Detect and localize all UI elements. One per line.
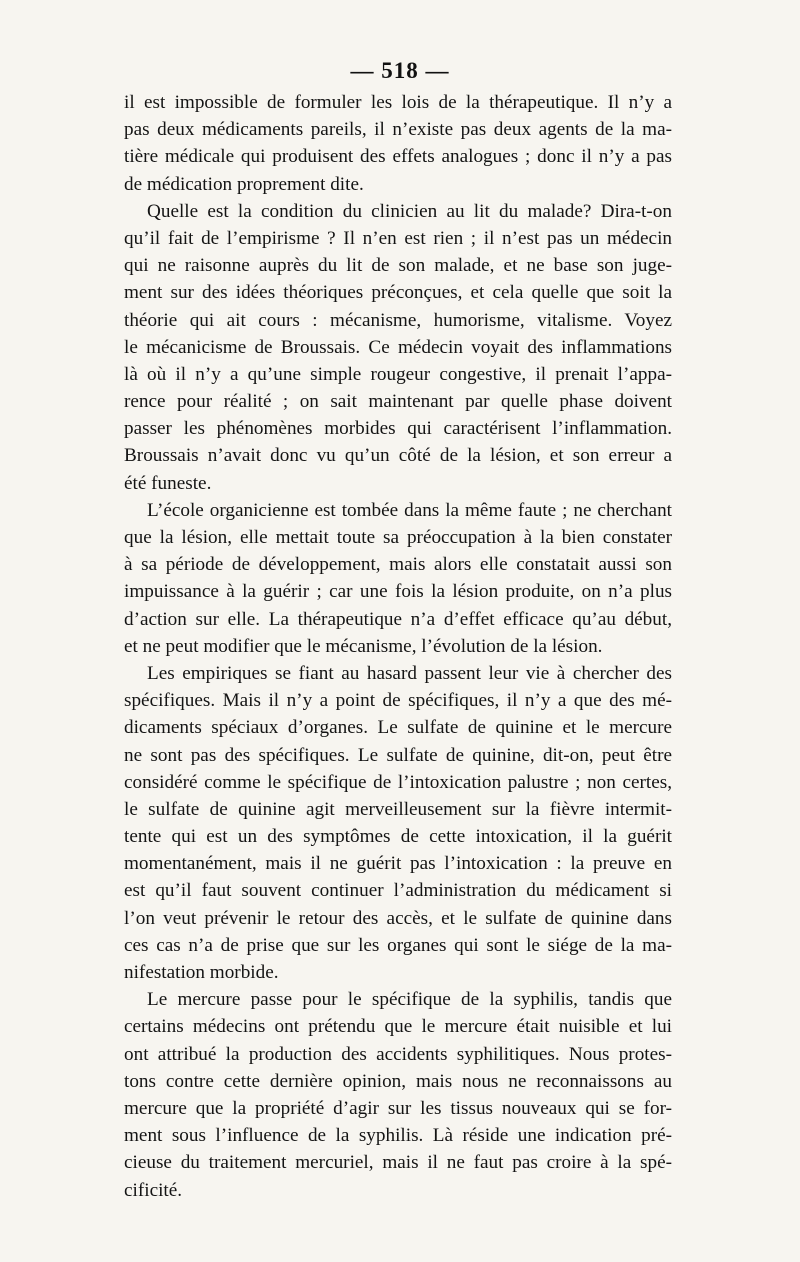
text-line: impuissance à la guérir ; car une fois la lésion produite, on n’a plus [124, 581, 672, 603]
text-line: nifestation morbide. [124, 962, 279, 983]
text-line: ment sur des idées théoriques préconçues, et cela quelle que soit la [124, 282, 672, 304]
text-line: Les empiriques se fiant au hasard passent leur vie à chercher des [147, 662, 672, 684]
text-line: tente qui est un des symptômes de cette intoxication, il la guérit [124, 826, 672, 848]
text-line: mercure que la propriété d’agir sur les tissus nouveaux qui se for- [124, 1097, 672, 1119]
paragraph-3 [124, 497, 672, 660]
text-line: cificité. [124, 1179, 183, 1201]
text-line: rence pour réalité ; on sait maintenant par quelle phase doivent [124, 391, 672, 413]
text-line: dicaments spéciaux d’organes. Le sulfate de quinine et le mercure [124, 717, 672, 739]
text-line: et ne peut modifier que le mécanisme, l’évolution de la lésion. [124, 635, 603, 657]
text-line: est qu’il faut souvent continuer l’administration du médicament si [124, 880, 672, 902]
text-line: le sulfate de quinine agit merveilleusement sur la fièvre intermit- [124, 798, 672, 820]
text-line: qui ne raisonne auprès du lit de son malade, et ne base son juge- [124, 255, 672, 277]
text-line: Quelle est la condition du clinicien au lit du malade? Dira-t-on [147, 200, 672, 222]
paragraph-4 [124, 660, 672, 986]
text-line: il est impossible de formuler les lois de la thérapeutique. Il n’y a [124, 92, 672, 113]
text-line: L’école organicienne est tombée dans la même faute ; ne cherchant [147, 499, 672, 521]
text-line: passer les phénomènes morbides qui caractérisent l’inflammation. [124, 418, 672, 440]
text-line: ne sont pas des spécifiques. Le sulfate de quinine, dit-on, peut être [124, 744, 672, 766]
text-line: momentanément, mais il ne guérit pas l’intoxication : la preuve en [124, 853, 672, 875]
text-line: cieuse du traitement mercuriel, mais il ne faut pas croire à la spé- [124, 1152, 672, 1174]
text-line: tons contre cette dernière opinion, mais nous ne reconnaissons au [124, 1070, 672, 1092]
text-line: été funeste. [124, 472, 212, 494]
text-line: l’on veut prévenir le retour des accès, et le sulfate de quinine dans [124, 907, 672, 929]
text-line: considéré comme le spécifique de l’intoxication palustre ; non certes, [124, 771, 672, 793]
text-line: que la lésion, elle mettait toute sa préoccupation à la bien constater [124, 527, 672, 548]
text-line: qu’il fait de l’empirisme ? Il n’en est rien ; il n’est pas un médecin [124, 227, 672, 249]
text-line: de médication proprement dite. [124, 173, 364, 195]
body-text [124, 89, 672, 1204]
text-line: tière médicale qui produisent des effets analogues ; donc il n’y a pas [124, 146, 672, 168]
text-line: ont attribué la production des accidents syphilitiques. Nous protes- [124, 1043, 672, 1065]
page-number: — 518 — [350, 58, 450, 83]
paragraph-1 [124, 89, 672, 198]
text-line: là où il n’y a qu’une simple rougeur congestive, il prenait l’appa- [124, 363, 672, 385]
paragraph-5 [124, 986, 672, 1204]
text-line: pas deux médicaments pareils, il n’existe pas deux agents de la ma- [124, 119, 672, 141]
text-line: Broussais n’avait donc vu qu’un côté de la lésion, et son erreur a [124, 445, 672, 467]
text-line: Le mercure passe pour le spécifique de la syphilis, tandis que [147, 989, 672, 1011]
text-line: à sa période de développement, mais alors elle constatait aussi son [124, 554, 672, 576]
paragraph-2 [124, 198, 672, 497]
text-line: ment sous l’influence de la syphilis. Là réside une indication pré- [124, 1125, 672, 1147]
text-line: certains médecins ont prétendu que le mercure était nuisible et lui [124, 1016, 672, 1038]
text-line: le mécanicisme de Broussais. Ce médecin voyait des inflammations [124, 336, 672, 358]
text-line: spécifiques. Mais il n’y a point de spécifiques, il n’y a que des mé- [124, 690, 672, 712]
text-line: théorie qui ait cours : mécanisme, humorisme, vitalisme. Voyez [124, 309, 672, 331]
text-line: ces cas n’a de prise que sur les organes qui sont le siége de la ma- [124, 934, 672, 956]
text-line: d’action sur elle. La thérapeutique n’a d’effet efficace qu’au début, [124, 608, 672, 630]
